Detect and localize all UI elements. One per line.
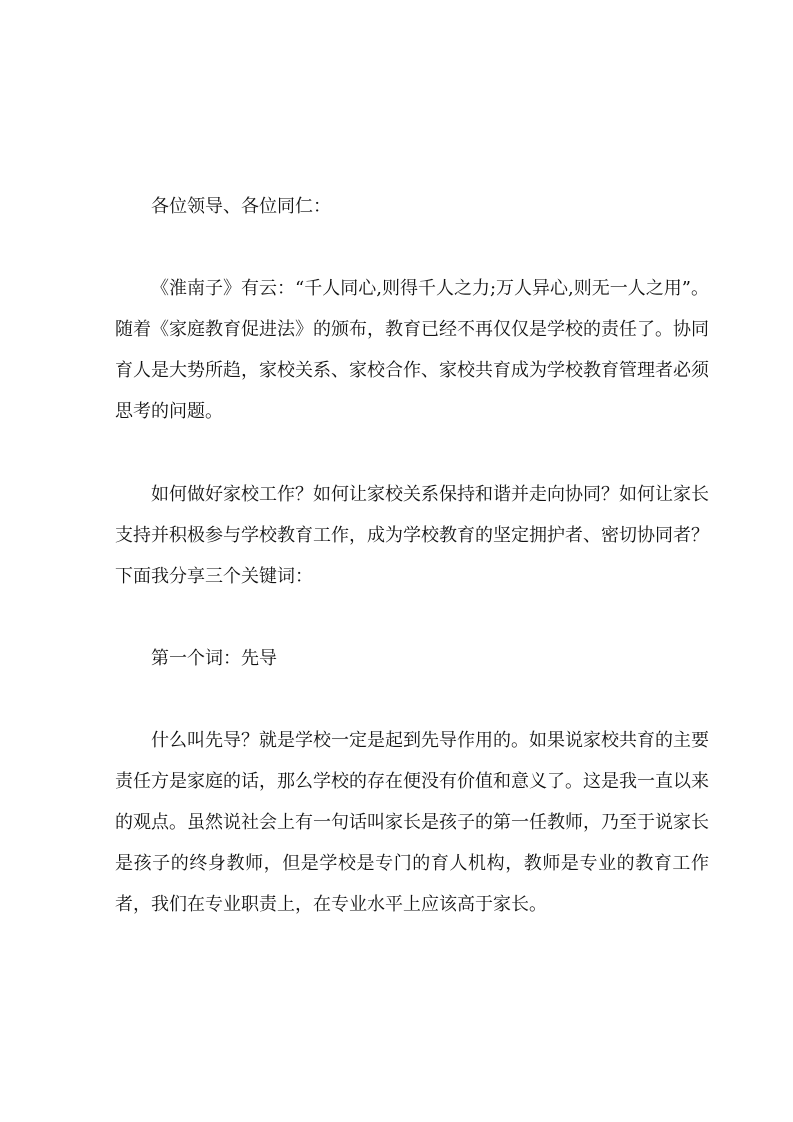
paragraph-spacer [115, 432, 709, 474]
paragraph-spacer [115, 679, 709, 720]
paragraph-spacer [115, 597, 709, 638]
paragraph-pioneer-explanation: 什么叫先导？就是学校一定是起到先导作用的。如果说家校共育的主要责任方是家庭的话，那么学校的存在便没有价值和意义了。这是我一直以来的观点。虽然说社会上有一句话叫家长是孩子的第一任教师，乃至于说家长是孩子的终身教师，但是学校是专门的育人机构，教师是专业的教育工作者，我们在专业职责上，在专业水平上应该高于家长。 [115, 730, 709, 915]
paragraph-questions: 如何做好家校工作？如何让家校关系保持和谐并走向协同？如何让家长支持并积极参与学校教育工作，成为学校教育的坚定拥护者、密切协同者？下面我分享三个关键词： [115, 484, 709, 587]
salutation: 各位领导、各位同仁： [151, 196, 331, 217]
paragraph-intro-quote: 《淮南子》有云：“千人同心,则得千人之力;万人异心,则无一人之用”。随着《家庭教育促进法》的颁布，教育已经不再仅仅是学校的责任了。协同育人是大势所趋，家校关系、家校合作、家校共育成为学校教育管理者必须思考的问题。 [115, 278, 709, 422]
paragraph-spacer [115, 227, 709, 268]
section-heading-first-keyword: 第一个词：先导 [151, 648, 277, 669]
document-page [115, 186, 709, 925]
